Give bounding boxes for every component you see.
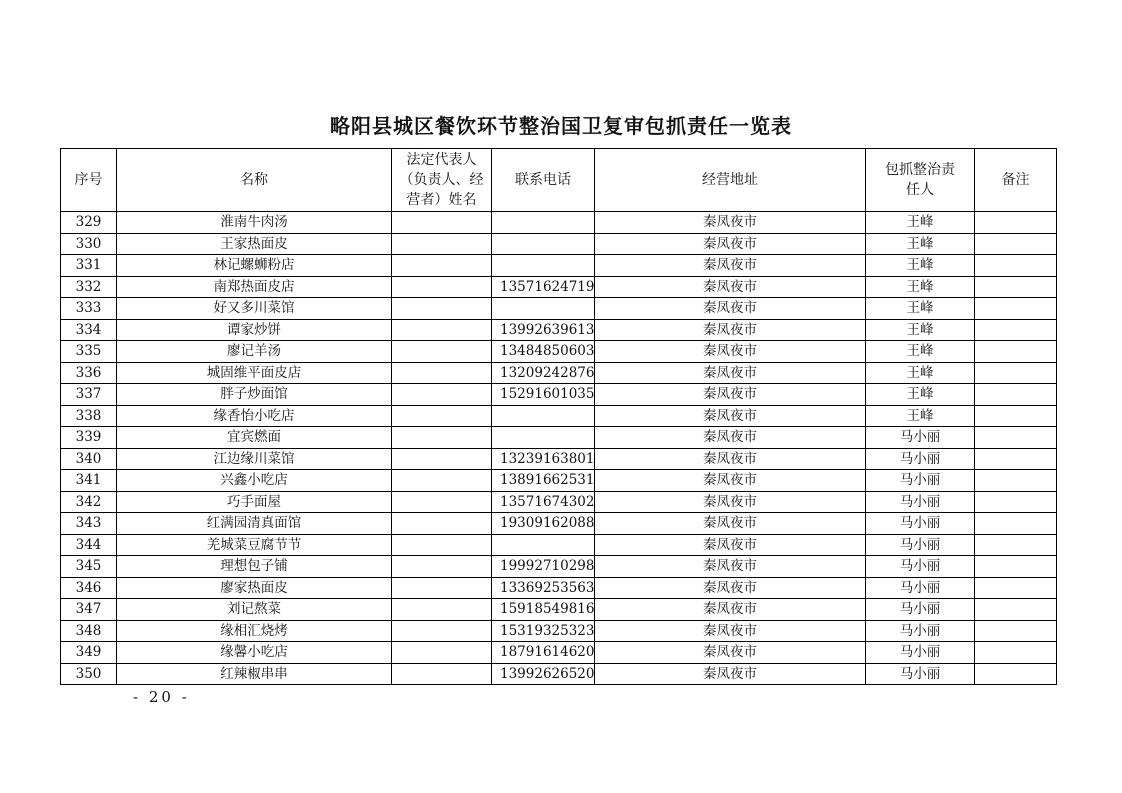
cell-representative xyxy=(392,319,492,341)
cell-seq: 330 xyxy=(61,233,117,255)
cell-address: 秦凤夜市 xyxy=(595,384,866,406)
cell-responsible: 马小丽 xyxy=(866,663,975,685)
cell-address: 秦凤夜市 xyxy=(595,319,866,341)
cell-name: 红辣椒串串 xyxy=(117,663,392,685)
cell-note xyxy=(975,577,1057,599)
cell-phone xyxy=(492,233,595,255)
cell-seq: 334 xyxy=(61,319,117,341)
cell-seq: 339 xyxy=(61,427,117,449)
cell-note xyxy=(975,513,1057,535)
cell-phone: 13484850603 xyxy=(492,341,595,363)
cell-phone: 13239163801 xyxy=(492,448,595,470)
cell-representative xyxy=(392,448,492,470)
cell-phone: 19309162088 xyxy=(492,513,595,535)
cell-representative xyxy=(392,233,492,255)
cell-representative xyxy=(392,599,492,621)
cell-responsible: 王峰 xyxy=(866,298,975,320)
header-seq: 序号 xyxy=(61,149,117,212)
table-row xyxy=(61,405,1057,427)
table-row xyxy=(61,577,1057,599)
cell-seq: 331 xyxy=(61,255,117,277)
page-number: - 20 - xyxy=(133,688,190,706)
cell-responsible: 王峰 xyxy=(866,212,975,234)
cell-note xyxy=(975,642,1057,664)
cell-address: 秦凤夜市 xyxy=(595,491,866,513)
table-row xyxy=(61,276,1057,298)
responsibility-table xyxy=(60,148,1057,685)
table-row xyxy=(61,513,1057,535)
cell-seq: 329 xyxy=(61,212,117,234)
table-header-row xyxy=(61,149,1057,212)
cell-seq: 350 xyxy=(61,663,117,685)
table-body xyxy=(61,212,1057,685)
table-row xyxy=(61,384,1057,406)
cell-phone: 13369253563 xyxy=(492,577,595,599)
cell-phone xyxy=(492,298,595,320)
cell-address: 秦凤夜市 xyxy=(595,513,866,535)
cell-name: 缘馨小吃店 xyxy=(117,642,392,664)
cell-address: 秦凤夜市 xyxy=(595,534,866,556)
cell-name: 兴鑫小吃店 xyxy=(117,470,392,492)
cell-seq: 349 xyxy=(61,642,117,664)
cell-name: 刘记熬菜 xyxy=(117,599,392,621)
cell-name: 宜宾燃面 xyxy=(117,427,392,449)
table-row xyxy=(61,362,1057,384)
cell-address: 秦凤夜市 xyxy=(595,620,866,642)
cell-name: 缘香怡小吃店 xyxy=(117,405,392,427)
header-responsible-line: 任人 xyxy=(906,182,934,198)
cell-note xyxy=(975,663,1057,685)
table-row xyxy=(61,233,1057,255)
table-row xyxy=(61,298,1057,320)
header-representative-line: 营者）姓名 xyxy=(406,192,477,208)
cell-name: 巧手面屋 xyxy=(117,491,392,513)
table-row xyxy=(61,255,1057,277)
cell-representative xyxy=(392,491,492,513)
cell-representative xyxy=(392,276,492,298)
cell-note xyxy=(975,362,1057,384)
cell-note xyxy=(975,427,1057,449)
cell-seq: 343 xyxy=(61,513,117,535)
cell-responsible: 马小丽 xyxy=(866,642,975,664)
cell-phone xyxy=(492,212,595,234)
cell-note xyxy=(975,233,1057,255)
cell-address: 秦凤夜市 xyxy=(595,663,866,685)
cell-responsible: 王峰 xyxy=(866,233,975,255)
cell-responsible: 王峰 xyxy=(866,276,975,298)
cell-note xyxy=(975,276,1057,298)
table-row xyxy=(61,448,1057,470)
header-responsible xyxy=(866,149,975,212)
cell-responsible: 马小丽 xyxy=(866,491,975,513)
page-title: 略阳县城区餐饮环节整治国卫复审包抓责任一览表 xyxy=(330,114,792,138)
table-row xyxy=(61,491,1057,513)
table-row xyxy=(61,319,1057,341)
table-row xyxy=(61,212,1057,234)
cell-phone: 15319325323 xyxy=(492,620,595,642)
cell-representative xyxy=(392,384,492,406)
cell-representative xyxy=(392,663,492,685)
cell-phone xyxy=(492,427,595,449)
cell-note xyxy=(975,255,1057,277)
cell-address: 秦凤夜市 xyxy=(595,298,866,320)
cell-seq: 347 xyxy=(61,599,117,621)
cell-responsible: 马小丽 xyxy=(866,470,975,492)
cell-name: 好又多川菜馆 xyxy=(117,298,392,320)
table-row xyxy=(61,470,1057,492)
cell-representative xyxy=(392,470,492,492)
cell-note xyxy=(975,491,1057,513)
cell-seq: 333 xyxy=(61,298,117,320)
cell-responsible: 马小丽 xyxy=(866,427,975,449)
cell-seq: 345 xyxy=(61,556,117,578)
cell-address: 秦凤夜市 xyxy=(595,427,866,449)
header-address: 经营地址 xyxy=(595,149,866,212)
cell-representative xyxy=(392,642,492,664)
cell-name: 理想包子铺 xyxy=(117,556,392,578)
cell-responsible: 马小丽 xyxy=(866,577,975,599)
cell-responsible: 马小丽 xyxy=(866,556,975,578)
cell-representative xyxy=(392,362,492,384)
cell-address: 秦凤夜市 xyxy=(595,577,866,599)
cell-note xyxy=(975,556,1057,578)
cell-address: 秦凤夜市 xyxy=(595,233,866,255)
table-row xyxy=(61,620,1057,642)
cell-representative xyxy=(392,298,492,320)
header-representative-line: （负责人、经 xyxy=(399,172,484,188)
cell-name: 南郑热面皮店 xyxy=(117,276,392,298)
cell-address: 秦凤夜市 xyxy=(595,642,866,664)
cell-responsible: 王峰 xyxy=(866,405,975,427)
cell-phone: 15918549816 xyxy=(492,599,595,621)
cell-responsible: 王峰 xyxy=(866,255,975,277)
cell-name: 廖记羊汤 xyxy=(117,341,392,363)
cell-note xyxy=(975,534,1057,556)
cell-name: 羌城菜豆腐节节 xyxy=(117,534,392,556)
cell-name: 王家热面皮 xyxy=(117,233,392,255)
header-note: 备注 xyxy=(975,149,1057,212)
cell-name: 谭家炒饼 xyxy=(117,319,392,341)
cell-seq: 348 xyxy=(61,620,117,642)
cell-seq: 344 xyxy=(61,534,117,556)
table-row xyxy=(61,663,1057,685)
cell-responsible: 王峰 xyxy=(866,362,975,384)
cell-name: 林记螺蛳粉店 xyxy=(117,255,392,277)
table-row xyxy=(61,534,1057,556)
cell-address: 秦凤夜市 xyxy=(595,405,866,427)
cell-representative xyxy=(392,556,492,578)
cell-note xyxy=(975,384,1057,406)
cell-address: 秦凤夜市 xyxy=(595,255,866,277)
cell-phone xyxy=(492,255,595,277)
cell-note xyxy=(975,599,1057,621)
cell-phone xyxy=(492,405,595,427)
cell-address: 秦凤夜市 xyxy=(595,470,866,492)
cell-seq: 332 xyxy=(61,276,117,298)
cell-seq: 342 xyxy=(61,491,117,513)
cell-note xyxy=(975,620,1057,642)
cell-representative xyxy=(392,577,492,599)
cell-note xyxy=(975,470,1057,492)
cell-representative xyxy=(392,427,492,449)
table-row xyxy=(61,427,1057,449)
cell-seq: 346 xyxy=(61,577,117,599)
cell-phone: 15291601035 xyxy=(492,384,595,406)
cell-representative xyxy=(392,212,492,234)
cell-phone xyxy=(492,534,595,556)
cell-responsible: 王峰 xyxy=(866,384,975,406)
cell-responsible: 马小丽 xyxy=(866,599,975,621)
cell-responsible: 马小丽 xyxy=(866,448,975,470)
header-representative xyxy=(392,149,492,212)
cell-name: 红满园清真面馆 xyxy=(117,513,392,535)
cell-seq: 336 xyxy=(61,362,117,384)
table-row xyxy=(61,341,1057,363)
cell-phone: 13571624719 xyxy=(492,276,595,298)
cell-responsible: 马小丽 xyxy=(866,534,975,556)
cell-note xyxy=(975,319,1057,341)
cell-seq: 340 xyxy=(61,448,117,470)
cell-name: 淮南牛肉汤 xyxy=(117,212,392,234)
cell-responsible: 王峰 xyxy=(866,341,975,363)
cell-address: 秦凤夜市 xyxy=(595,276,866,298)
cell-note xyxy=(975,212,1057,234)
cell-responsible: 马小丽 xyxy=(866,620,975,642)
cell-phone: 13571674302 xyxy=(492,491,595,513)
cell-name: 胖子炒面馆 xyxy=(117,384,392,406)
cell-phone: 13891662531 xyxy=(492,470,595,492)
cell-representative xyxy=(392,255,492,277)
cell-seq: 337 xyxy=(61,384,117,406)
cell-seq: 338 xyxy=(61,405,117,427)
cell-seq: 341 xyxy=(61,470,117,492)
header-name: 名称 xyxy=(117,149,392,212)
cell-phone: 19992710298 xyxy=(492,556,595,578)
cell-phone: 13992626520 xyxy=(492,663,595,685)
table-row xyxy=(61,599,1057,621)
cell-representative xyxy=(392,341,492,363)
cell-address: 秦凤夜市 xyxy=(595,448,866,470)
cell-note xyxy=(975,405,1057,427)
table-row xyxy=(61,642,1057,664)
cell-name: 缘相汇烧烤 xyxy=(117,620,392,642)
cell-name: 江边缘川菜馆 xyxy=(117,448,392,470)
cell-representative xyxy=(392,405,492,427)
cell-address: 秦凤夜市 xyxy=(595,212,866,234)
cell-address: 秦凤夜市 xyxy=(595,362,866,384)
cell-note xyxy=(975,298,1057,320)
header-responsible-line: 包抓整治责 xyxy=(885,162,955,178)
header-phone: 联系电话 xyxy=(492,149,595,212)
cell-responsible: 马小丽 xyxy=(866,513,975,535)
cell-phone: 18791614620 xyxy=(492,642,595,664)
cell-name: 城固维平面皮店 xyxy=(117,362,392,384)
cell-responsible: 王峰 xyxy=(866,319,975,341)
cell-seq: 335 xyxy=(61,341,117,363)
cell-representative xyxy=(392,513,492,535)
cell-address: 秦凤夜市 xyxy=(595,599,866,621)
cell-representative xyxy=(392,534,492,556)
cell-address: 秦凤夜市 xyxy=(595,341,866,363)
cell-note xyxy=(975,341,1057,363)
cell-phone: 13209242876 xyxy=(492,362,595,384)
header-representative-line: 法定代表人 xyxy=(406,152,477,168)
cell-representative xyxy=(392,620,492,642)
cell-phone: 13992639613 xyxy=(492,319,595,341)
cell-address: 秦凤夜市 xyxy=(595,556,866,578)
cell-name: 廖家热面皮 xyxy=(117,577,392,599)
cell-note xyxy=(975,448,1057,470)
table-row xyxy=(61,556,1057,578)
